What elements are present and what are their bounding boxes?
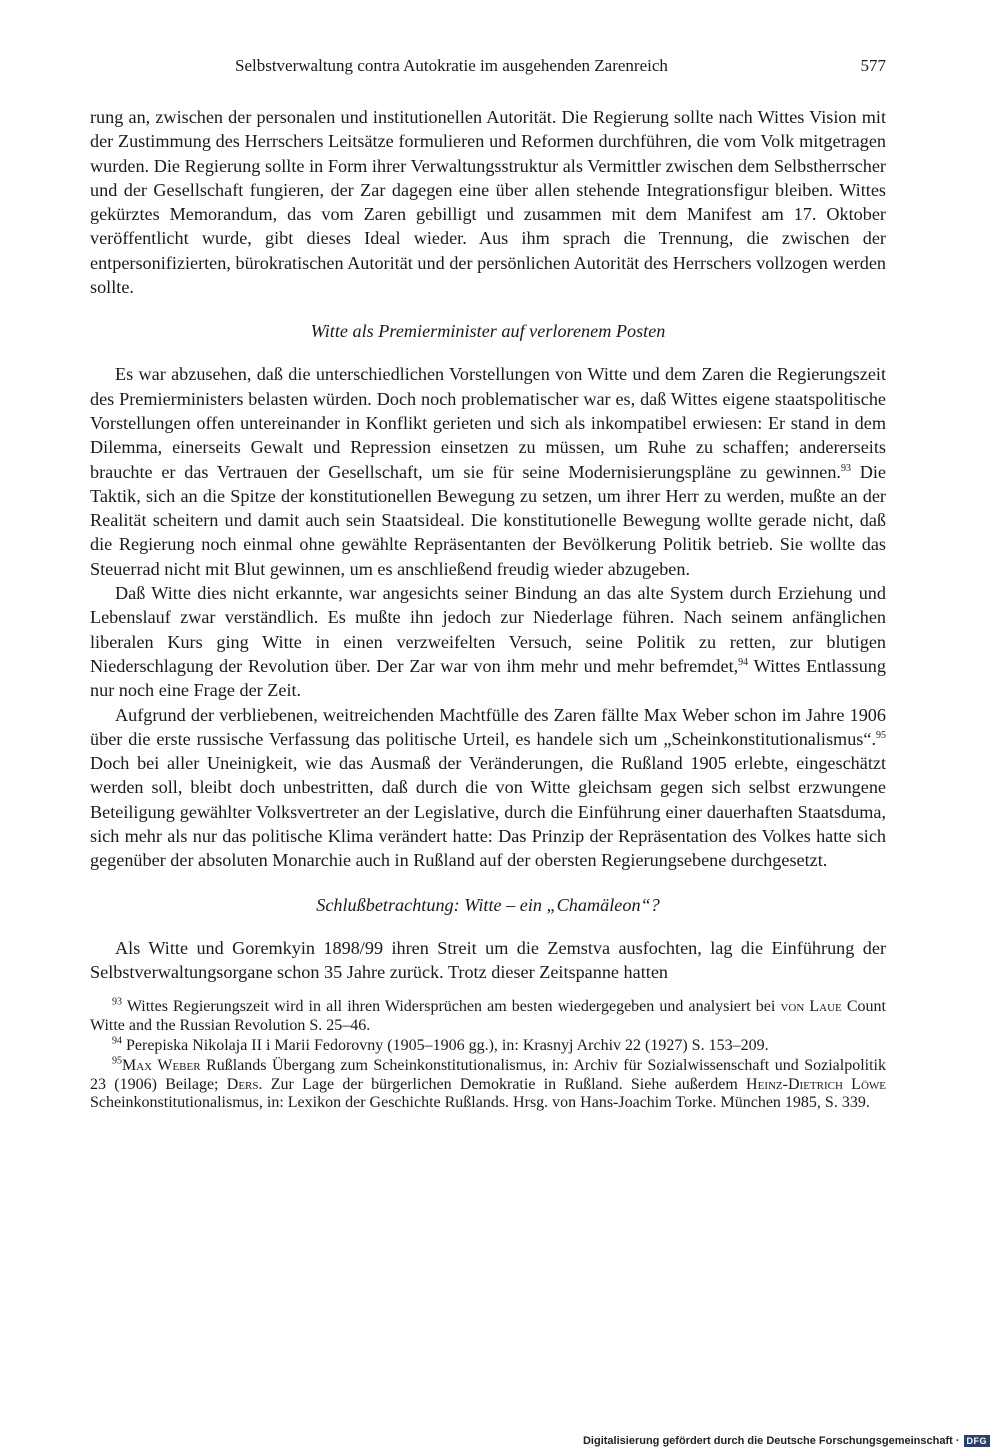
footnote-ref-93[interactable]: 93 — [840, 462, 851, 474]
footnote-95-author-3: Heinz-Dietrich Löwe — [746, 1075, 886, 1093]
paragraph-4-text-b: Doch bei aller Uneinigkeit, wie das Ausmaß der Veränderungen, die Rußland 1905 erlebte, eingeschätzt werden soll, bleibt doch unbestritten, daß durch die von Witte gleichsam gegen sich selbst erzwungene Beteiligung gewählter Volksvertreter an der Legislative, durch die Einführung einer dauerhaften Staatsduma, sich mehr als nur das politische Klima verändert hatte: Das Prinzip der Repräsentation des Volkes hatte sich gegenüber der absoluten Monarchie auch in Rußland auf der obersten Regierungsebene durchgesetzt. — [90, 753, 886, 871]
footnote-94-text: Perepiska Nikolaja II i Marii Fedorovny (1905–1906 gg.), in: Krasnyj Archiv 22 (1927) S. 153–209. — [122, 1037, 769, 1055]
credit-text: Digitalisierung gefördert durch die Deutsche Forschungsgemeinschaft · — [582, 1435, 960, 1447]
paragraph-3-text-b: Wittes Entlassung nur noch eine Frage der Zeit. — [90, 655, 886, 701]
footnote-95-text-c: Scheinkonstitutionalismus, in: Lexikon der Geschichte Rußlands. Hrsg. von Hans-Joachim Torke. München 1985, S. 339. — [90, 1094, 870, 1112]
running-header — [90, 50, 886, 80]
footnotes — [90, 998, 886, 1112]
footnote-93-text-b: Count Witte and the Russian Revolution S. 25–46. — [90, 998, 886, 1034]
footnote-93-author: von Laue — [780, 998, 842, 1016]
footnote-95 — [90, 1057, 886, 1112]
footnote-95-author-1: Max Weber — [122, 1057, 201, 1075]
paragraph-1: rung an, zwischen der personalen und institutionellen Autorität. Die Regierung sollte nach Wittes Vision mit der Zustimmung des Herrschers Leitsätze formulieren und Reformen durchführen, die vom Volk mitgetragen wurden. Die Regierung sollte in Form ihrer Verwaltungsstruktur als Vermittler zwischen dem Selbstherrscher und der Gesellschaft fungieren, der Zar dagegen eine über allen stehende Integrationsfigur bleiben. Wittes gekürztes Memorandum, das vom Zaren gebilligt und zusammen mit dem Manifest am 17. Oktober veröffentlicht wurde, gibt dieses Ideal wieder. Aus ihm sprach die Trennung, die zwischen der entpersonifizierten, bürokratischen Autorität und der persönlichen Autorität des Herrschers vollzogen werden sollte. — [90, 107, 886, 298]
paragraph-2 — [90, 362, 886, 581]
footnote-93-mark: 93 — [112, 996, 122, 1008]
running-title: Selbstverwaltung contra Autokratie im ausgehenden Zarenreich — [235, 56, 668, 75]
footnote-94 — [90, 1037, 886, 1055]
paragraph-5: Als Witte und Goremkyin 1898/99 ihren Streit um die Zemstva ausfochten, lag die Einführung der Selbstverwaltungsorgane schon 35 Jahre zurück. Trotz dieser Zeitspanne hatten — [90, 937, 886, 982]
section-heading-witte-premierminister: Witte als Premierminister auf verlorenem Posten — [310, 321, 666, 342]
footnote-95-text-a: Rußlands Übergang zum Scheinkonstitutionalismus, in: Archiv für Sozialwissenschaft und Sozialpolitik 23 (1906) Beilage; — [90, 1057, 887, 1093]
footnote-93-text-a: Wittes Regierungszeit wird in all ihren Widersprüchen am besten wiedergegeben und analysiert bei — [122, 998, 781, 1016]
footnote-94-mark: 94 — [112, 1035, 122, 1047]
footnote-93 — [90, 998, 886, 1035]
section-heading-schlussbetrachtung: Schlußbetrachtung: Witte – ein „Chamäleon“? — [316, 894, 660, 915]
page-number: 577 — [860, 56, 886, 75]
paragraph-3 — [90, 581, 886, 702]
footnote-ref-95[interactable]: 95 — [876, 729, 886, 741]
paragraph-2-text-b: Die Taktik, sich an die Spitze der konstitutionellen Bewegung zu setzen, um ihrer Herr zu werden, mußte an der Realität scheitern und damit auch sein Staatsideal. Die konstitutionelle Bewegung wollte gerade nicht, daß die Regierung noch einmal ohne gewählte Repräsentanten der Bevölkerung Politik betrieb. Sie wollte das Steuerrad nicht mit Blut gewinnen, um es anschließend freudig wieder abzugeben. — [90, 461, 886, 579]
footnote-95-mark: 95 — [112, 1056, 122, 1068]
paragraph-2-text-a: Es war abzusehen, daß die unterschiedlichen Vorstellungen von Witte und dem Zaren die Regierungszeit des Premierministers belasten würden. Doch noch problematischer war es, daß Wittes eigene staatspolitische Vorstellungen offen untereinander in Konflikt gerieten und sich als inkompatibel erwiesen: Er stand in dem Dilemma, einerseits Gewalt und Repression einsetzen zu müssen, um Ruhe zu schaffen; andererseits brauchte er das Vertrauen der Gesellschaft, um sie für seine Modernisierungspläne zu gewinnen. — [90, 364, 886, 482]
paragraph-4 — [90, 703, 886, 873]
footnote-95-author-2: Ders. — [226, 1075, 263, 1093]
paragraph-4-text-a: Aufgrund der verbliebenen, weitreichenden Machtfülle des Zaren fällte Max Weber schon im Jahre 1906 über die erste russische Verfassung das politische Urteil, es handele sich um „Scheinkonstitutionalismus“. — [90, 704, 886, 749]
footnote-ref-94[interactable]: 94 — [738, 656, 749, 668]
page — [90, 50, 886, 1113]
dfg-logo: DFG — [964, 1435, 991, 1447]
digitization-credit — [583, 1435, 990, 1447]
footnote-95-text-b: Zur Lage der bürgerlichen Demokratie in Rußland. Siehe außerdem — [262, 1075, 747, 1093]
paragraph-3-text-a: Daß Witte dies nicht erkannte, war angesichts seiner Bindung an das alte System durch Erziehung und Lebenslauf zwar verständlich. Es mußte ihn jedoch zur Niederlage führen. Nach seinem anfänglichen liberalen Kurs ging Witte in einen verzweifelten Versuch, seine Politik zu retten, zur blutigen Niederschlagung der Revolution über. Der Zar war von ihm mehr und mehr befremdet, — [90, 583, 886, 676]
